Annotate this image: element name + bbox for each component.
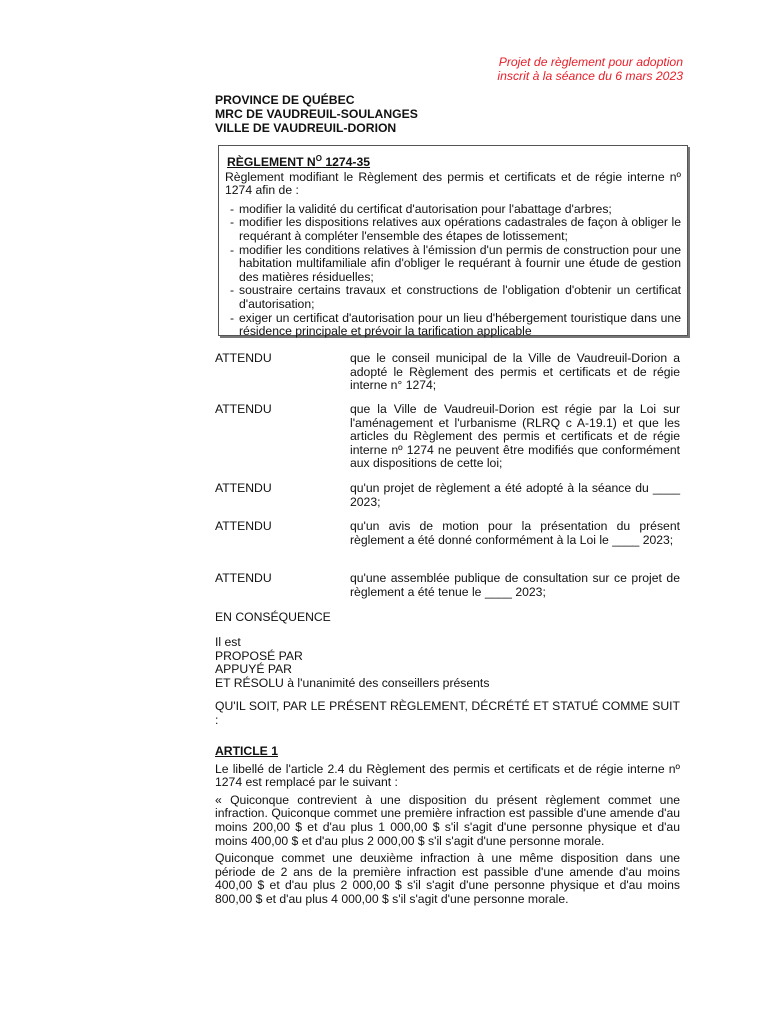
article-1-intro: Le libellé de l'article 2.4 du Règlement des permis et certificats et de régie interne nº 1274 est remplacé par le suivant : [215, 761, 680, 790]
consequence-heading: EN CONSÉQUENCE [215, 610, 331, 624]
resolution-proposed: PROPOSÉ PAR [215, 648, 303, 663]
regulation-objectives-list [230, 203, 681, 339]
resolution-seconded: APPUYÉ PAR [215, 662, 292, 677]
regulation-objective-item: - exiger un certificat d'autorisation pour un lieu d'hébergement touristique dans une résidence principale et prévoir la tarification applicable [230, 312, 681, 339]
regulation-box [218, 145, 688, 339]
decree-statement: QU'IL SOIT, PAR LE PRÉSENT RÈGLEMENT, DÉCRÉTÉ ET STATUÉ COMME SUIT : [215, 699, 680, 727]
regulation-title-prefix: RÈGLEMENT N [227, 155, 316, 170]
whereas-keyword: ATTENDU [215, 571, 272, 585]
whereas-keyword: ATTENDU [215, 481, 272, 495]
whereas-text: qu'un projet de règlement a été adopté à la séance du ____ 2023; [350, 481, 680, 509]
whereas-keyword: ATTENDU [215, 351, 272, 365]
resolution-resolved: ET RÉSOLU à l'unanimité des conseillers présents [215, 675, 490, 690]
whereas-keyword: ATTENDU [215, 402, 272, 416]
whereas-keyword: ATTENDU [215, 519, 272, 533]
document-header [215, 93, 418, 135]
regulation-intro: Règlement modifiant le Règlement des permis et certificats et de régie interne nº 1274 afin de : [225, 169, 681, 198]
header-mrc: MRC DE VAUDREUIL-SOULANGES [215, 107, 418, 121]
draft-note-line2: inscrit à la séance du 6 mars 2023 [497, 69, 683, 83]
resolution-block [215, 636, 680, 690]
whereas-text: que le conseil municipal de la Ville de Vaudreuil-Dorion a adopté le Règlement des permis et certificats et de régie interne n° 1274; [350, 351, 680, 393]
article-1-paragraph: « Quiconque contrevient à une disposition du présent règlement commet une infraction. Quiconque commet une première infraction est passible d'une amende d'au moins 200,00 $ et d'au plus 1 000,00 $ s'il s'agit d'une personne physique et d'au moins 400,00 $ et d'au plus 2 000,00 $ s'il s'agit d'une personne morale. [215, 792, 680, 848]
whereas-text: qu'un avis de motion pour la présentation du présent règlement a été donné conformément à la Loi le ____ 2023; [350, 519, 680, 547]
article-1-paragraph: Quiconque commet une deuxième infraction à une même disposition dans une période de 2 ans de la première infraction est passible d'une amende d'au moins 400,00 $ et d'au plus 2 000,00 $ s'il s'agit d'une personne physique et d'au moins 800,00 $ et d'au plus 4 000,00 $ s'il s'agit d'une personne morale. [215, 851, 680, 906]
whereas-text: qu'une assemblée publique de consultation sur ce projet de règlement a été tenue le ____ 2023; [350, 571, 680, 599]
header-city: VILLE DE VAUDREUIL-DORION [215, 121, 397, 135]
regulation-objective-item: - modifier les conditions relatives à l'émission d'un permis de construction pour une habitation multifamiliale afin d'obliger le requérant à fournir une étude de gestion des matières résiduelles; [230, 244, 681, 285]
draft-note [440, 55, 683, 83]
regulation-title [227, 152, 681, 170]
regulation-objective-item: - modifier la validité du certificat d'autorisation pour l'abattage d'arbres; [230, 203, 681, 217]
header-province: PROVINCE DE QUÉBEC [215, 93, 355, 107]
regulation-objective-item: - modifier les dispositions relatives aux opérations cadastrales de façon à obliger le requérant à compléter l'ensemble des étapes de lotissement; [230, 216, 681, 243]
draft-note-line1: Projet de règlement pour adoption [498, 55, 683, 69]
regulation-objective-item: - soustraire certains travaux et constructions de l'obligation d'obtenir un certificat d'autorisation; [230, 284, 681, 311]
article-1-title: ARTICLE 1 [215, 744, 278, 758]
article-1 [215, 745, 680, 907]
regulation-title-sup: O [315, 154, 322, 163]
resolution-line: Il est [215, 635, 241, 649]
whereas-text: que la Ville de Vaudreuil-Dorion est régie par la Loi sur l'aménagement et l'urbanisme (RLRQ c A-19.1) et que les articles du Règlement des permis et certificats et de régie interne nº 1274 ne peuvent être modifiés que conformément aux dispositions de cette loi; [350, 402, 680, 471]
regulation-title-number: 1274-35 [321, 155, 371, 170]
